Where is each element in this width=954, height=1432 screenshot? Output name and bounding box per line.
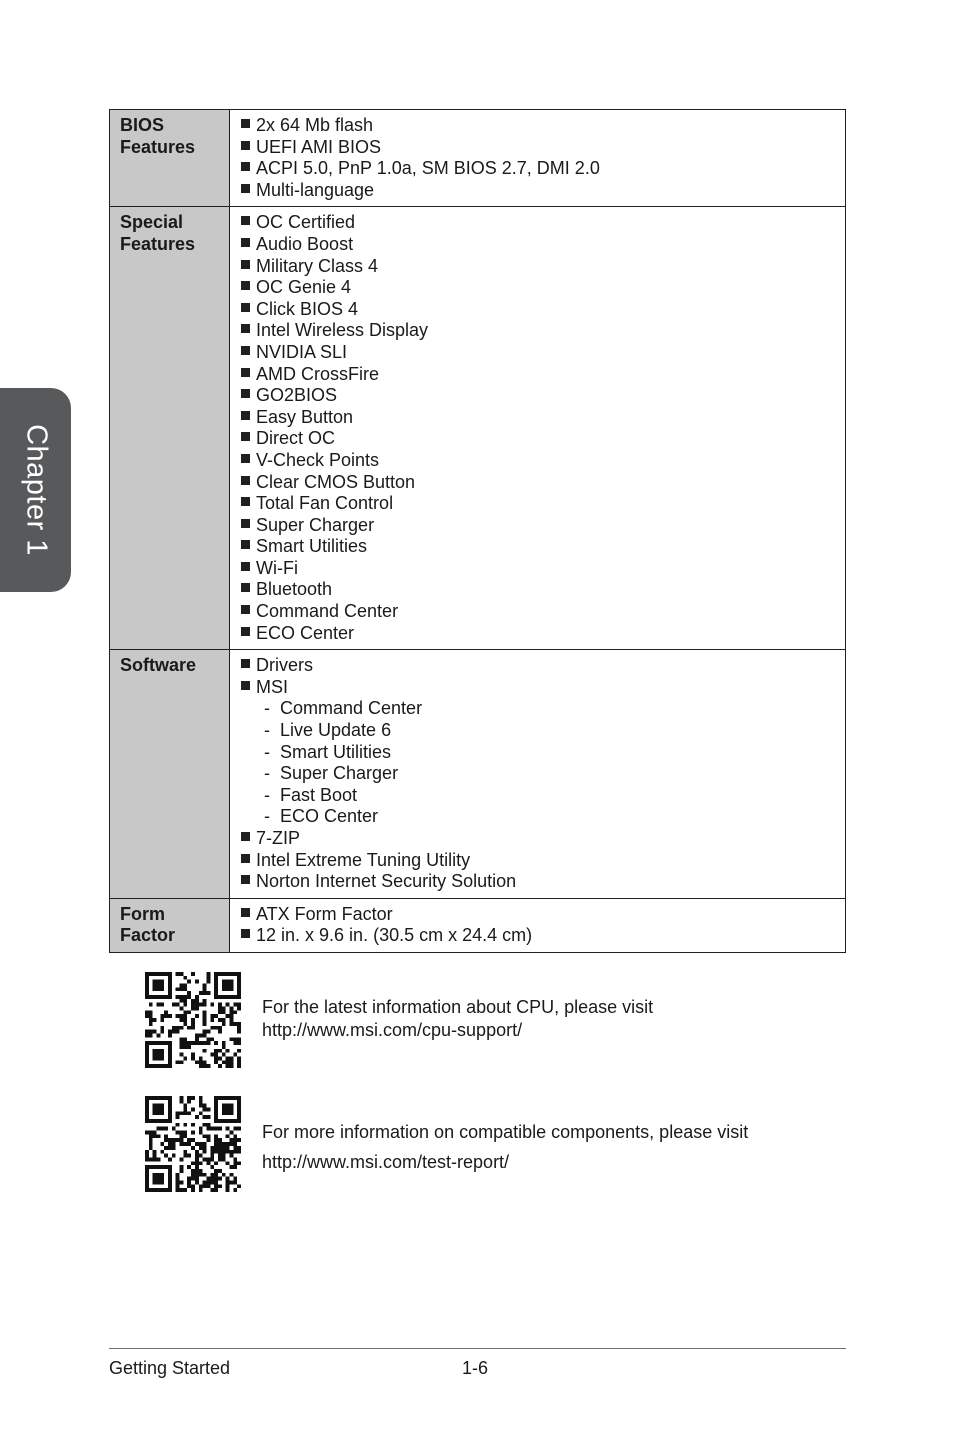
spec-item-text: 12 in. x 9.6 in. (30.5 cm x 24.4 cm) xyxy=(256,925,533,946)
spec-item xyxy=(241,601,835,623)
spec-item xyxy=(241,320,835,342)
dash-bullet: - xyxy=(264,806,280,827)
spec-item xyxy=(241,871,835,893)
spec-item xyxy=(241,428,835,450)
spec-item xyxy=(241,623,835,645)
spec-item-text: OC Genie 4 xyxy=(256,277,352,298)
spec-label-line: Features xyxy=(120,233,196,254)
chapter-tab xyxy=(0,388,71,592)
footer-section: Getting Started xyxy=(109,1358,231,1378)
bullet-square-icon xyxy=(241,260,250,269)
bullet-square-icon xyxy=(241,540,250,549)
spec-label-line: Software xyxy=(120,655,197,676)
bullet-square-icon xyxy=(241,368,250,377)
spec-item xyxy=(241,180,835,202)
spec-label xyxy=(110,110,230,207)
spec-item-text: 2x 64 Mb flash xyxy=(256,115,374,135)
cpu-support-info xyxy=(262,996,653,1042)
spec-item xyxy=(241,472,835,494)
dash-bullet: - xyxy=(264,741,280,762)
bullet-square-icon xyxy=(241,519,250,528)
bullet-square-icon xyxy=(241,497,250,506)
bullet-square-icon xyxy=(241,908,250,917)
spec-item xyxy=(241,137,835,159)
bullet-square-icon xyxy=(241,627,250,636)
dash-bullet: - xyxy=(264,698,280,719)
spec-item-text: AMD CrossFire xyxy=(256,363,380,384)
spec-item-text: Bluetooth xyxy=(256,579,333,600)
spec-subitem xyxy=(241,742,835,764)
spec-item-text: Smart Utilities xyxy=(256,536,368,557)
spec-subitem-text: Super Charger xyxy=(280,763,399,784)
spec-item xyxy=(241,342,835,364)
page-number: 1-6 xyxy=(462,1358,489,1378)
footer-divider xyxy=(109,1348,846,1349)
bullet-square-icon xyxy=(241,476,250,485)
spec-item-text: Wi-Fi xyxy=(256,557,298,578)
spec-subitem xyxy=(241,720,835,742)
bullet-square-icon xyxy=(241,562,250,571)
spec-label-line: Special xyxy=(120,212,184,233)
spec-item-text: Super Charger xyxy=(256,514,375,535)
spec-item-text: ATX Form Factor xyxy=(256,903,393,924)
test-report-link[interactable]: http://www.msi.com/test-report/ xyxy=(262,1152,510,1172)
spec-content xyxy=(230,898,846,952)
spec-label xyxy=(110,898,230,952)
spec-item xyxy=(241,450,835,472)
spec-row xyxy=(110,110,846,207)
spec-item-text: Easy Button xyxy=(256,406,354,427)
spec-item-text: Audio Boost xyxy=(256,233,354,254)
bullet-square-icon xyxy=(241,854,250,863)
chapter-tab-label: Chapter 1 xyxy=(20,424,52,556)
spec-item xyxy=(241,850,835,872)
spec-table xyxy=(109,109,846,953)
spec-row xyxy=(110,650,846,899)
spec-item xyxy=(241,677,835,699)
spec-content xyxy=(230,207,846,650)
spec-item xyxy=(241,299,835,321)
bullet-square-icon xyxy=(241,216,250,225)
spec-row xyxy=(110,898,846,952)
spec-item-text: UEFI AMI BIOS xyxy=(256,136,382,157)
bullet-square-icon xyxy=(241,583,250,592)
spec-item-text: Intel Wireless Display xyxy=(256,320,429,341)
spec-label-line: Form xyxy=(120,903,165,924)
spec-row xyxy=(110,207,846,650)
bullet-square-icon xyxy=(241,929,250,938)
spec-item-text: Clear CMOS Button xyxy=(256,471,416,492)
spec-subitem xyxy=(241,785,835,807)
spec-item xyxy=(241,655,835,677)
spec-item-text: Norton Internet Security Solution xyxy=(256,871,517,892)
spec-label xyxy=(110,650,230,899)
spec-item-text: Drivers xyxy=(256,655,313,676)
test-report-text: For more information on compatible components, please visit xyxy=(262,1122,749,1142)
bullet-square-icon xyxy=(241,605,250,614)
bullet-square-icon xyxy=(241,346,250,355)
test-report-info xyxy=(262,1117,748,1177)
spec-item xyxy=(241,158,835,180)
bullet-square-icon xyxy=(241,681,250,690)
spec-item xyxy=(241,256,835,278)
spec-label-line: BIOS xyxy=(120,115,165,135)
spec-subitem-text: Command Center xyxy=(280,698,423,719)
bullet-square-icon xyxy=(241,454,250,463)
spec-content xyxy=(230,110,846,207)
spec-label xyxy=(110,207,230,650)
bullet-square-icon xyxy=(241,184,250,193)
spec-item-text: GO2BIOS xyxy=(256,385,338,406)
spec-item-text: ACPI 5.0, PnP 1.0a, SM BIOS 2.7, DMI 2.0 xyxy=(256,158,600,179)
bullet-square-icon xyxy=(241,432,250,441)
spec-item-text: Click BIOS 4 xyxy=(256,298,359,319)
spec-subitem xyxy=(241,806,835,828)
bullet-square-icon xyxy=(241,324,250,333)
bullet-square-icon xyxy=(241,411,250,420)
spec-subitem-text: ECO Center xyxy=(280,806,379,827)
bullet-square-icon xyxy=(241,162,250,171)
cpu-support-text: For the latest information about CPU, please visit xyxy=(262,997,654,1017)
bullet-square-icon xyxy=(241,832,250,841)
spec-item xyxy=(241,558,835,580)
spec-item xyxy=(241,364,835,386)
spec-subitem-text: Smart Utilities xyxy=(280,741,392,762)
spec-item-text: V-Check Points xyxy=(256,449,380,470)
spec-item xyxy=(241,407,835,429)
spec-item xyxy=(241,277,835,299)
spec-item xyxy=(241,904,835,926)
spec-content xyxy=(230,650,846,899)
spec-item-text: OC Certified xyxy=(256,212,356,233)
bullet-square-icon xyxy=(241,389,250,398)
spec-subitem-text: Fast Boot xyxy=(280,784,358,805)
spec-item-text: Command Center xyxy=(256,601,399,622)
bullet-square-icon xyxy=(241,659,250,668)
spec-item xyxy=(241,493,835,515)
spec-item xyxy=(241,579,835,601)
spec-label-line: Features xyxy=(120,136,196,157)
spec-item-text: Multi-language xyxy=(256,179,375,200)
spec-item xyxy=(241,925,835,947)
spec-item-text: 7-ZIP xyxy=(256,828,301,848)
bullet-square-icon xyxy=(241,119,250,128)
bullet-square-icon xyxy=(241,875,250,884)
spec-item-text: Direct OC xyxy=(256,428,336,449)
spec-item xyxy=(241,212,835,234)
spec-subitem xyxy=(241,763,835,785)
qr-code-icon xyxy=(145,1096,241,1192)
spec-item xyxy=(241,234,835,256)
spec-subitem-text: Live Update 6 xyxy=(280,720,392,741)
bullet-square-icon xyxy=(241,303,250,312)
cpu-support-link[interactable]: http://www.msi.com/cpu-support/ xyxy=(262,1020,523,1040)
bullet-square-icon xyxy=(241,141,250,150)
spec-item xyxy=(241,115,835,137)
spec-item-text: MSI xyxy=(256,676,289,697)
spec-label-line: Factor xyxy=(120,925,176,946)
dash-bullet: - xyxy=(264,763,280,784)
spec-subitem xyxy=(241,698,835,720)
bullet-square-icon xyxy=(241,238,250,247)
spec-item-text: Military Class 4 xyxy=(256,255,379,276)
bullet-square-icon xyxy=(241,281,250,290)
spec-item-text: Total Fan Control xyxy=(256,493,394,514)
spec-item-text: NVIDIA SLI xyxy=(256,341,348,362)
dash-bullet: - xyxy=(264,784,280,805)
spec-item xyxy=(241,515,835,537)
qr-code-icon xyxy=(145,972,241,1068)
spec-item xyxy=(241,828,835,850)
dash-bullet: - xyxy=(264,720,280,741)
spec-item-text: Intel Extreme Tuning Utility xyxy=(256,849,471,870)
spec-item-text: ECO Center xyxy=(256,622,355,643)
spec-item xyxy=(241,536,835,558)
spec-item xyxy=(241,385,835,407)
